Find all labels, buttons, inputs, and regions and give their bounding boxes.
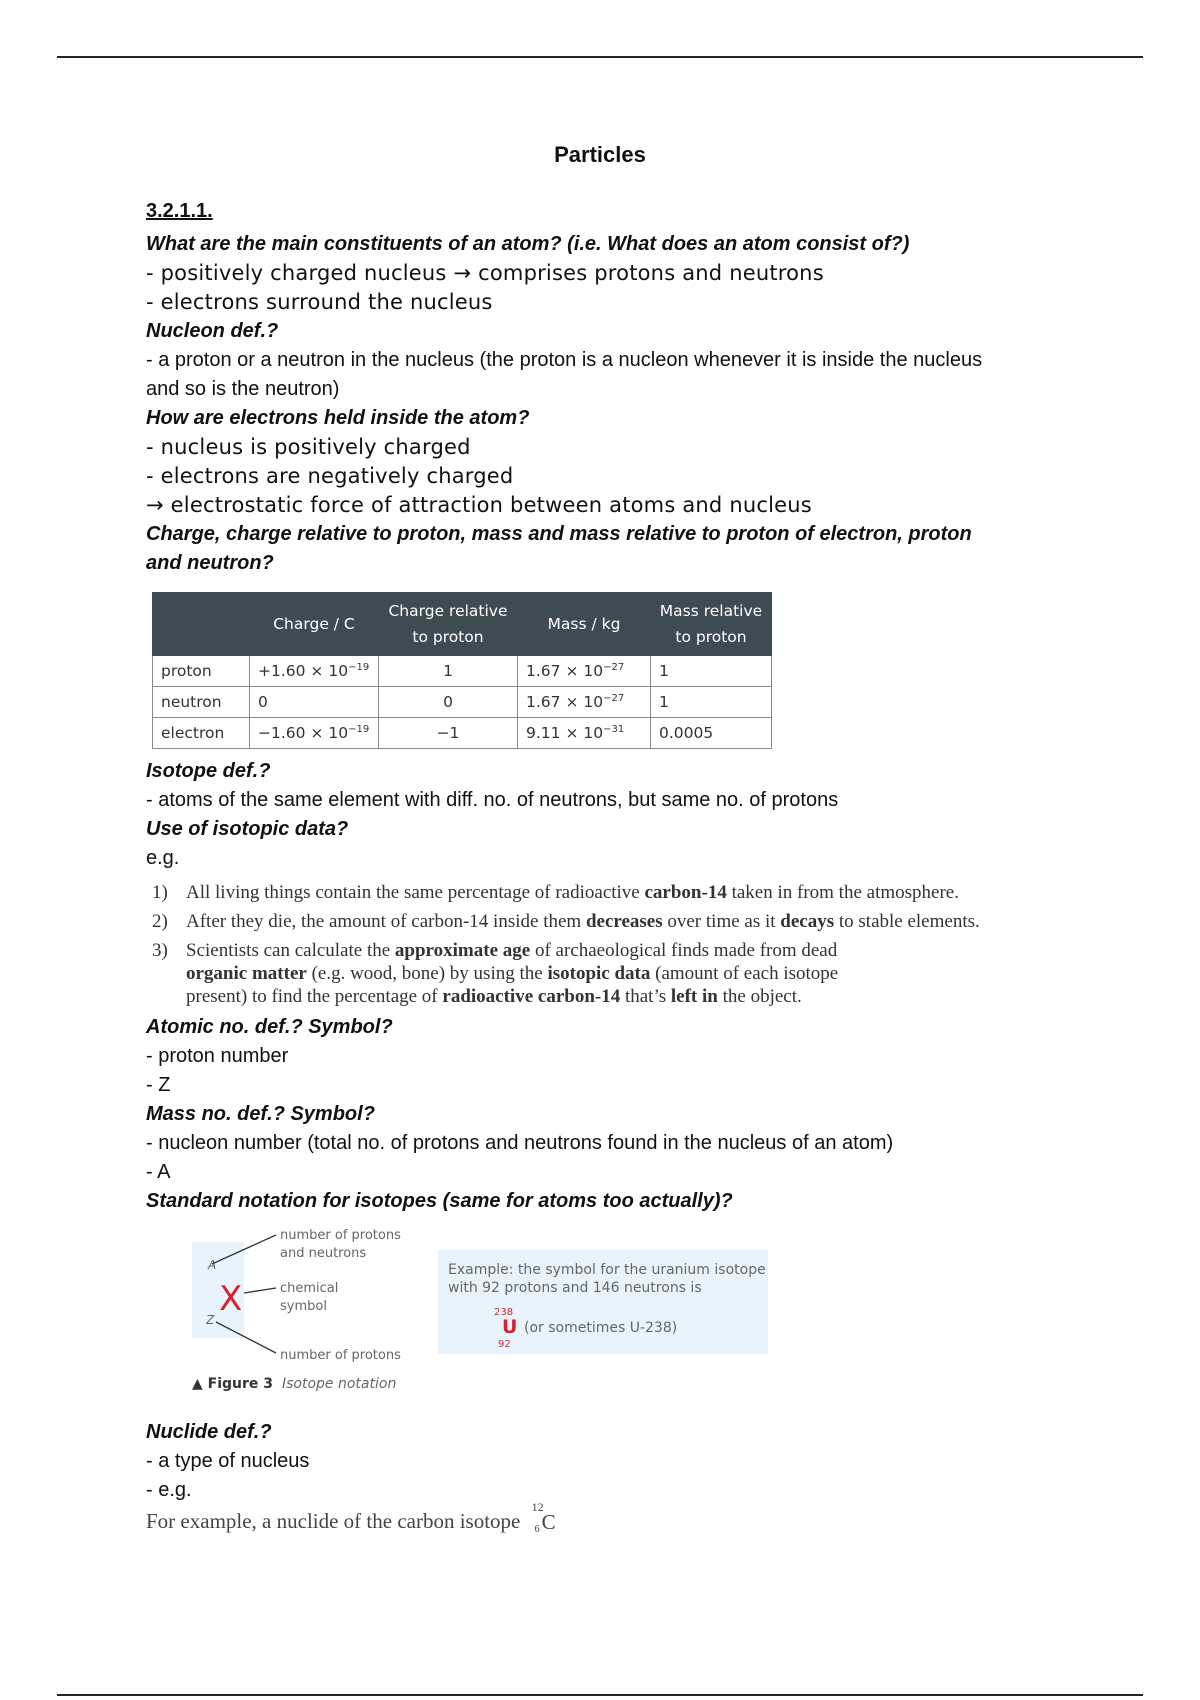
uranium-mass-number: 238 — [494, 1307, 514, 1318]
answer-line: - e.g. — [146, 1479, 192, 1501]
cell-charge: $-1.60 \times 10^{-19}$ — [250, 718, 379, 749]
table-header: Charge / C — [250, 593, 379, 656]
question-nuclide: Nuclide def.? — [146, 1421, 272, 1443]
question-charge-mass: Charge, charge relative to proton, mass and mass relative to proton of electron, proton and neutron? — [146, 523, 972, 574]
question-atomic-number: Atomic no. def.? Symbol? — [146, 1016, 393, 1038]
answer-line: → electrostatic force of attraction between atoms and nucleus — [146, 493, 812, 517]
bottom-rule — [57, 1694, 1143, 1696]
answer-line: - a type of nucleus — [146, 1450, 310, 1472]
answer-isotope: - atoms of the same element with diff. no. of neutrons, but same no. of protons — [146, 789, 839, 811]
figure-caption: Isotope notation — [282, 1376, 397, 1392]
question-notation: Standard notation for isotopes (same for atoms too actually)? — [146, 1190, 733, 1212]
cell-rel-mass: 1 — [651, 687, 772, 718]
question-isotopic-data: Use of isotopic data? — [146, 818, 349, 840]
label-a: A — [208, 1258, 217, 1272]
label-nucleons: and neutrons — [280, 1246, 367, 1261]
list-item: 1) All living things contain the same percentage of radioactive carbon-14 taken in from the atmosphere. — [152, 882, 959, 903]
answer-line: - nucleus is positively charged — [146, 435, 471, 459]
top-rule — [57, 56, 1143, 58]
isotope-notation-diagram — [146, 1220, 786, 1418]
carbon-dating-list — [146, 881, 1106, 1008]
chem-symbol-x: X — [219, 1279, 243, 1319]
table-header-row — [153, 593, 772, 656]
answer-nucleon: - a proton or a neutron in the nucleus (the proton is a nucleon whenever it is inside the nucleus and so is the neutron) — [146, 349, 983, 400]
carbon-12-notation — [526, 1500, 556, 1535]
answer-line: - positively charged nucleus → comprises protons and neutrons — [146, 261, 824, 285]
example-text: with 92 protons and 146 neutrons is — [448, 1280, 702, 1296]
question-isotope: Isotope def.? — [146, 760, 271, 782]
answer-line: - A — [146, 1161, 171, 1183]
cell-particle: neutron — [153, 687, 250, 718]
list-item: 3) Scientists can calculate the approximate age of archaeological finds made from dead organic matter (e.g. wood, bone) by using the isotopic data (amount of each isotope present) to find the percentage of radioactive carbon-14 that’s left in the object. — [152, 940, 839, 1007]
table-header: Mass relative to proton — [651, 593, 772, 656]
cell-mass: $1.67 \times 10^{-27}$ — [518, 656, 651, 687]
question-constituents: What are the main constituents of an atom? (i.e. What does an atom consist of?) — [146, 233, 910, 255]
table-row — [153, 687, 772, 718]
question-mass-number: Mass no. def.? Symbol? — [146, 1103, 375, 1125]
pointer-line — [244, 1288, 276, 1293]
page-title: Particles — [554, 142, 646, 167]
cell-charge: 0 — [250, 687, 379, 718]
cell-rel-charge: 0 — [379, 687, 518, 718]
cell-rel-mass: 0.0005 — [651, 718, 772, 749]
label-nucleons: number of protons — [280, 1228, 401, 1243]
cell-mass: $1.67 \times 10^{-27}$ — [518, 687, 651, 718]
table-row — [153, 656, 772, 687]
label-chemical-symbol: chemical — [280, 1281, 339, 1296]
nuclide-mass-number: 12 — [531, 1500, 544, 1514]
table-header: Charge relative to proton — [379, 593, 518, 656]
cell-charge: $+1.60 \times 10^{-19}$ — [250, 656, 379, 687]
list-item: 2) After they die, the amount of carbon-14 inside them decreases over time as it decays to stable elements. — [152, 911, 980, 932]
answer-line: - Z — [146, 1074, 171, 1096]
answer-line: - nucleon number (total no. of protons and neutrons found in the nucleus of an atom) — [146, 1132, 894, 1154]
question-electrons-held: How are electrons held inside the atom? — [146, 407, 530, 429]
section-number: 3.2.1.1. — [146, 200, 213, 222]
cell-rel-charge: −1 — [379, 718, 518, 749]
figure-caption: ▲ Figure 3 — [192, 1376, 274, 1392]
cell-particle: proton — [153, 656, 250, 687]
uranium-alt: (or sometimes U-238) — [524, 1320, 678, 1336]
cell-mass: $9.11 \times 10^{-31}$ — [518, 718, 651, 749]
document-body — [146, 142, 1106, 1534]
uranium-atomic-number: 92 — [498, 1339, 511, 1350]
uranium-symbol: U — [502, 1316, 518, 1338]
isotope-notation-figure — [146, 1220, 1106, 1418]
example-text: Example: the symbol for the uranium isotope — [448, 1262, 766, 1278]
answer-line: - proton number — [146, 1045, 289, 1067]
nuclide-symbol: C — [541, 1510, 556, 1534]
particle-table — [152, 592, 772, 749]
label-protons: number of protons — [280, 1348, 401, 1363]
cell-particle: electron — [153, 718, 250, 749]
nuclide-example — [146, 1500, 1106, 1535]
label-chemical-symbol: symbol — [280, 1299, 327, 1314]
cell-rel-mass: 1 — [651, 656, 772, 687]
question-nucleon: Nucleon def.? — [146, 320, 279, 342]
label-z: Z — [206, 1313, 215, 1327]
cell-rel-charge: 1 — [379, 656, 518, 687]
table-row — [153, 718, 772, 749]
answer-eg: e.g. — [146, 847, 180, 869]
nuclide-atomic-number: 6 — [534, 1524, 540, 1535]
answer-line: - electrons surround the nucleus — [146, 290, 493, 314]
table-header — [153, 593, 250, 656]
answer-line: - electrons are negatively charged — [146, 464, 514, 488]
table-header: Mass / kg — [518, 593, 651, 656]
nuclide-text: For example, a nuclide of the carbon isotope — [146, 1509, 521, 1533]
